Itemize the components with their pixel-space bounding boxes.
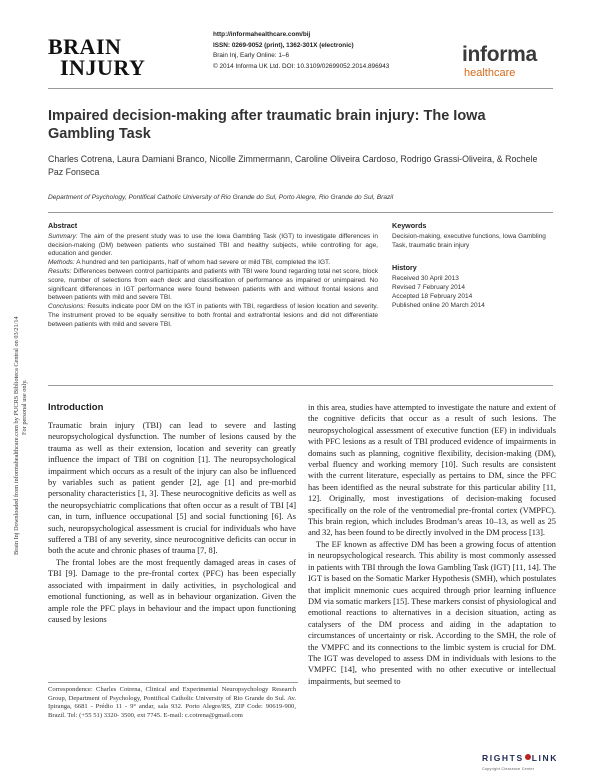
results-label: Results: [48, 267, 72, 275]
correspondence: Correspondence: Charles Cotrena, Clinical and Experimental Neuropsychology Research Group, Department of Psychology, Pontifical Catholic University of Rio Grande do Sul. Av. Ipiranga, 6681 - Prédio 11 - 9° andar, sala 932. Porto Alegre/RS, ZIP Code: 90619-900, Brazil. Tel: (+55 51) 3320- 3500, ext 7745. E-mail: c.cotrena@gmail.com [48, 686, 296, 719]
abstract-methods [48, 259, 378, 268]
summary-text: The aim of the present study was to use the Iowa Gambling Task (IGT) to investigate differences in decision-making (DM) between patients who sustained TBI and healthy subjects, while controlling for age, education and gender. [48, 232, 378, 258]
paragraph: in this area, studies have attempted to investigate the nature and extent of the cognitive deficits that occur as a result of such lesions. The neuropsychological assessment of executive function (EF) in individuals with PFC lesions as a result of TBI produced evidence of impairments in domains such as planning, cognitive flexibility, decision-making (DM), verbal fluency and working memory [10]. Such results are consistent with the current literature, especially as pertains to DM, since the PFC has been identified as the neural substrate for this particular ability [11, 12]. Originally, most investigations of decision-making focused specifically on the role of the ventromedial pre-frontal cortex (VMPFC). This brain region, which includes Brodman’s areas 10–13, as well as 25 and 32, has been found to be directly involved in the DM process [13]. [308, 403, 556, 538]
journal-logo-line2: INJURY [60, 55, 146, 80]
paragraph: The EF known as affective DM has been a growing focus of attention in neuropsychological research. This ability is most commonly assessed in patients with TBI through the Iowa Gambling Task (IGT) [11, 14]. The IGT is based on the Somatic Marker Hypothesis (SMH), which postulates that implicit mnemonic cues acquired through prior learning influence DM via somatic markers [15]. These markers consist of physiological and emotional reactions to alternatives in a decision situation, acting as catalysers of the DM process and aiding in the adaptation to circumstances of uncertainty or risk. According to the SMH, the role of the VMPFC and its connections to the limbic system is crucial for DM. The IGT was developed to assess DM in individuals with lesions to the VMPFC [14], who presented with no other executive or intellectual impairments, but seemed to [308, 539, 557, 686]
keywords-heading: Keywords [392, 221, 427, 230]
download-note [4, 250, 28, 560]
history-revised: Revised 7 February 2014 [392, 283, 465, 291]
history-published: Published online 20 March 2014 [392, 301, 485, 309]
download-note-line1: Brain Inj Downloaded from informahealthcare.com by PUCRS Biblioteca Central on 03/21/14 [13, 316, 20, 555]
history-heading: History [392, 263, 417, 273]
article-sidebar [392, 222, 552, 310]
affiliation: Department of Psychology, Pontifical Catholic University of Rio Grande do Sul, Porto Alegre, Rio Grande do Sul, Brazil [48, 194, 394, 201]
divider [48, 682, 298, 683]
rightslink-badge[interactable] [482, 748, 572, 771]
history-received: Received 30 April 2013 [392, 275, 459, 283]
divider [48, 385, 553, 386]
methods-text: A hundred and ten participants, half of whom had severe or mild TBI, completed the IGT. [74, 259, 331, 267]
rightslink-word-right: LINK [531, 753, 558, 763]
publisher-logo [462, 44, 537, 80]
divider [48, 88, 553, 89]
issn: ISSN: 0269-9052 (print), 1362-301X (electronic) [213, 41, 354, 49]
summary-label: Summary: [48, 232, 78, 240]
intro-heading: Introduction [48, 402, 104, 413]
article-title: Impaired decision-making after traumatic brain injury: The Iowa Gambling Task [48, 108, 486, 142]
paragraph: The frontal lobes are the most frequently damaged areas in cases of TBI [9]. Damage to the pre-frontal cortex (PFC) has been especially associated with impairment in daily activities, in psychological and emotional functioning, as well as in behaviour organization. Given the ample role the PFC plays in behaviour and the impact upon functioning caused by lesions [48, 557, 296, 624]
publisher-name: informa [462, 43, 537, 66]
results-text: Differences between control participants and patients with TBI were found regarding total net score, block score, number of selections from each deck and classification of performance as impaired or unimpaired. No significant differences in IGT performance were found between patients with and without frontal lesions and between patients with mild and severe TBI. [48, 267, 378, 302]
rightslink-tagline: Copyright Clearance Center [482, 767, 535, 771]
header-meta [213, 30, 389, 72]
journal-logo-line1: BRAIN [48, 34, 122, 59]
abstract-heading: Abstract [48, 221, 78, 230]
rightslink-dot-icon [525, 754, 531, 760]
keywords: Decision-making, executive functions, Iowa Gambling Task, traumatic brain injury [392, 232, 546, 249]
abstract-results [48, 268, 378, 303]
divider [48, 212, 553, 213]
abstract [48, 222, 378, 330]
history-accepted: Accepted 18 February 2014 [392, 292, 473, 300]
paragraph: Traumatic brain injury (TBI) can lead to severe and lasting neuropsychological dysfunction. The number of lesions caused by the trauma as well as their extension, location and severity can greatly influence the impact of TBI on cognition [1]. The neuropsychological impairment which occurs as a result of the injury can also be influenced by variables such as patient gender [2], age [1] and pre-morbid personality characteristics [1, 3]. These neurocognitive deficits as well as the neuropsychiatric complications that often occur as a result of TBI [4] can, in turn, influence occupational [5] and social functioning [6]. As such, neuropsychological assessment is crucial for individuals who have suffered a TBI of any severity, since neurocognitive deficits can occur in both the acute and chronic phases of trauma [7, 8]. [48, 421, 296, 556]
download-note-line2: For personal use only. [21, 379, 28, 435]
journal-url[interactable]: http://informahealthcare.com/bij [213, 31, 311, 38]
authors: Charles Cotrena, Laura Damiani Branco, Nicolle Zimmermann, Caroline Oliveira Cardoso, Rodrigo Grassi-Oliveira, & Rochele Paz Fonseca [48, 154, 538, 177]
journal-logo [48, 36, 145, 78]
copyright: © 2014 Informa UK Ltd. DOI: 10.3109/02699052.2014.896943 [213, 62, 390, 70]
citation: Brain Inj, Early Online: 1–6 [213, 52, 290, 59]
publisher-sub: healthcare [464, 67, 516, 79]
body-column-left [48, 420, 296, 625]
abstract-conclusions [48, 303, 378, 329]
methods-label: Methods: [48, 259, 75, 267]
abstract-summary [48, 233, 378, 259]
conclusions-text: Results indicate poor DM on the IGT in patients with TBI, regardless of lesion location and severity. The instrument proved to be equally sensitive to both frontal and extrafrontal lesions and did not differentiate between patients with mild and severe TBI. [48, 303, 378, 328]
body-column-right [308, 402, 556, 687]
conclusions-label: Conclusions: [48, 303, 86, 311]
rightslink-word-left: RIGHTS [482, 753, 524, 763]
